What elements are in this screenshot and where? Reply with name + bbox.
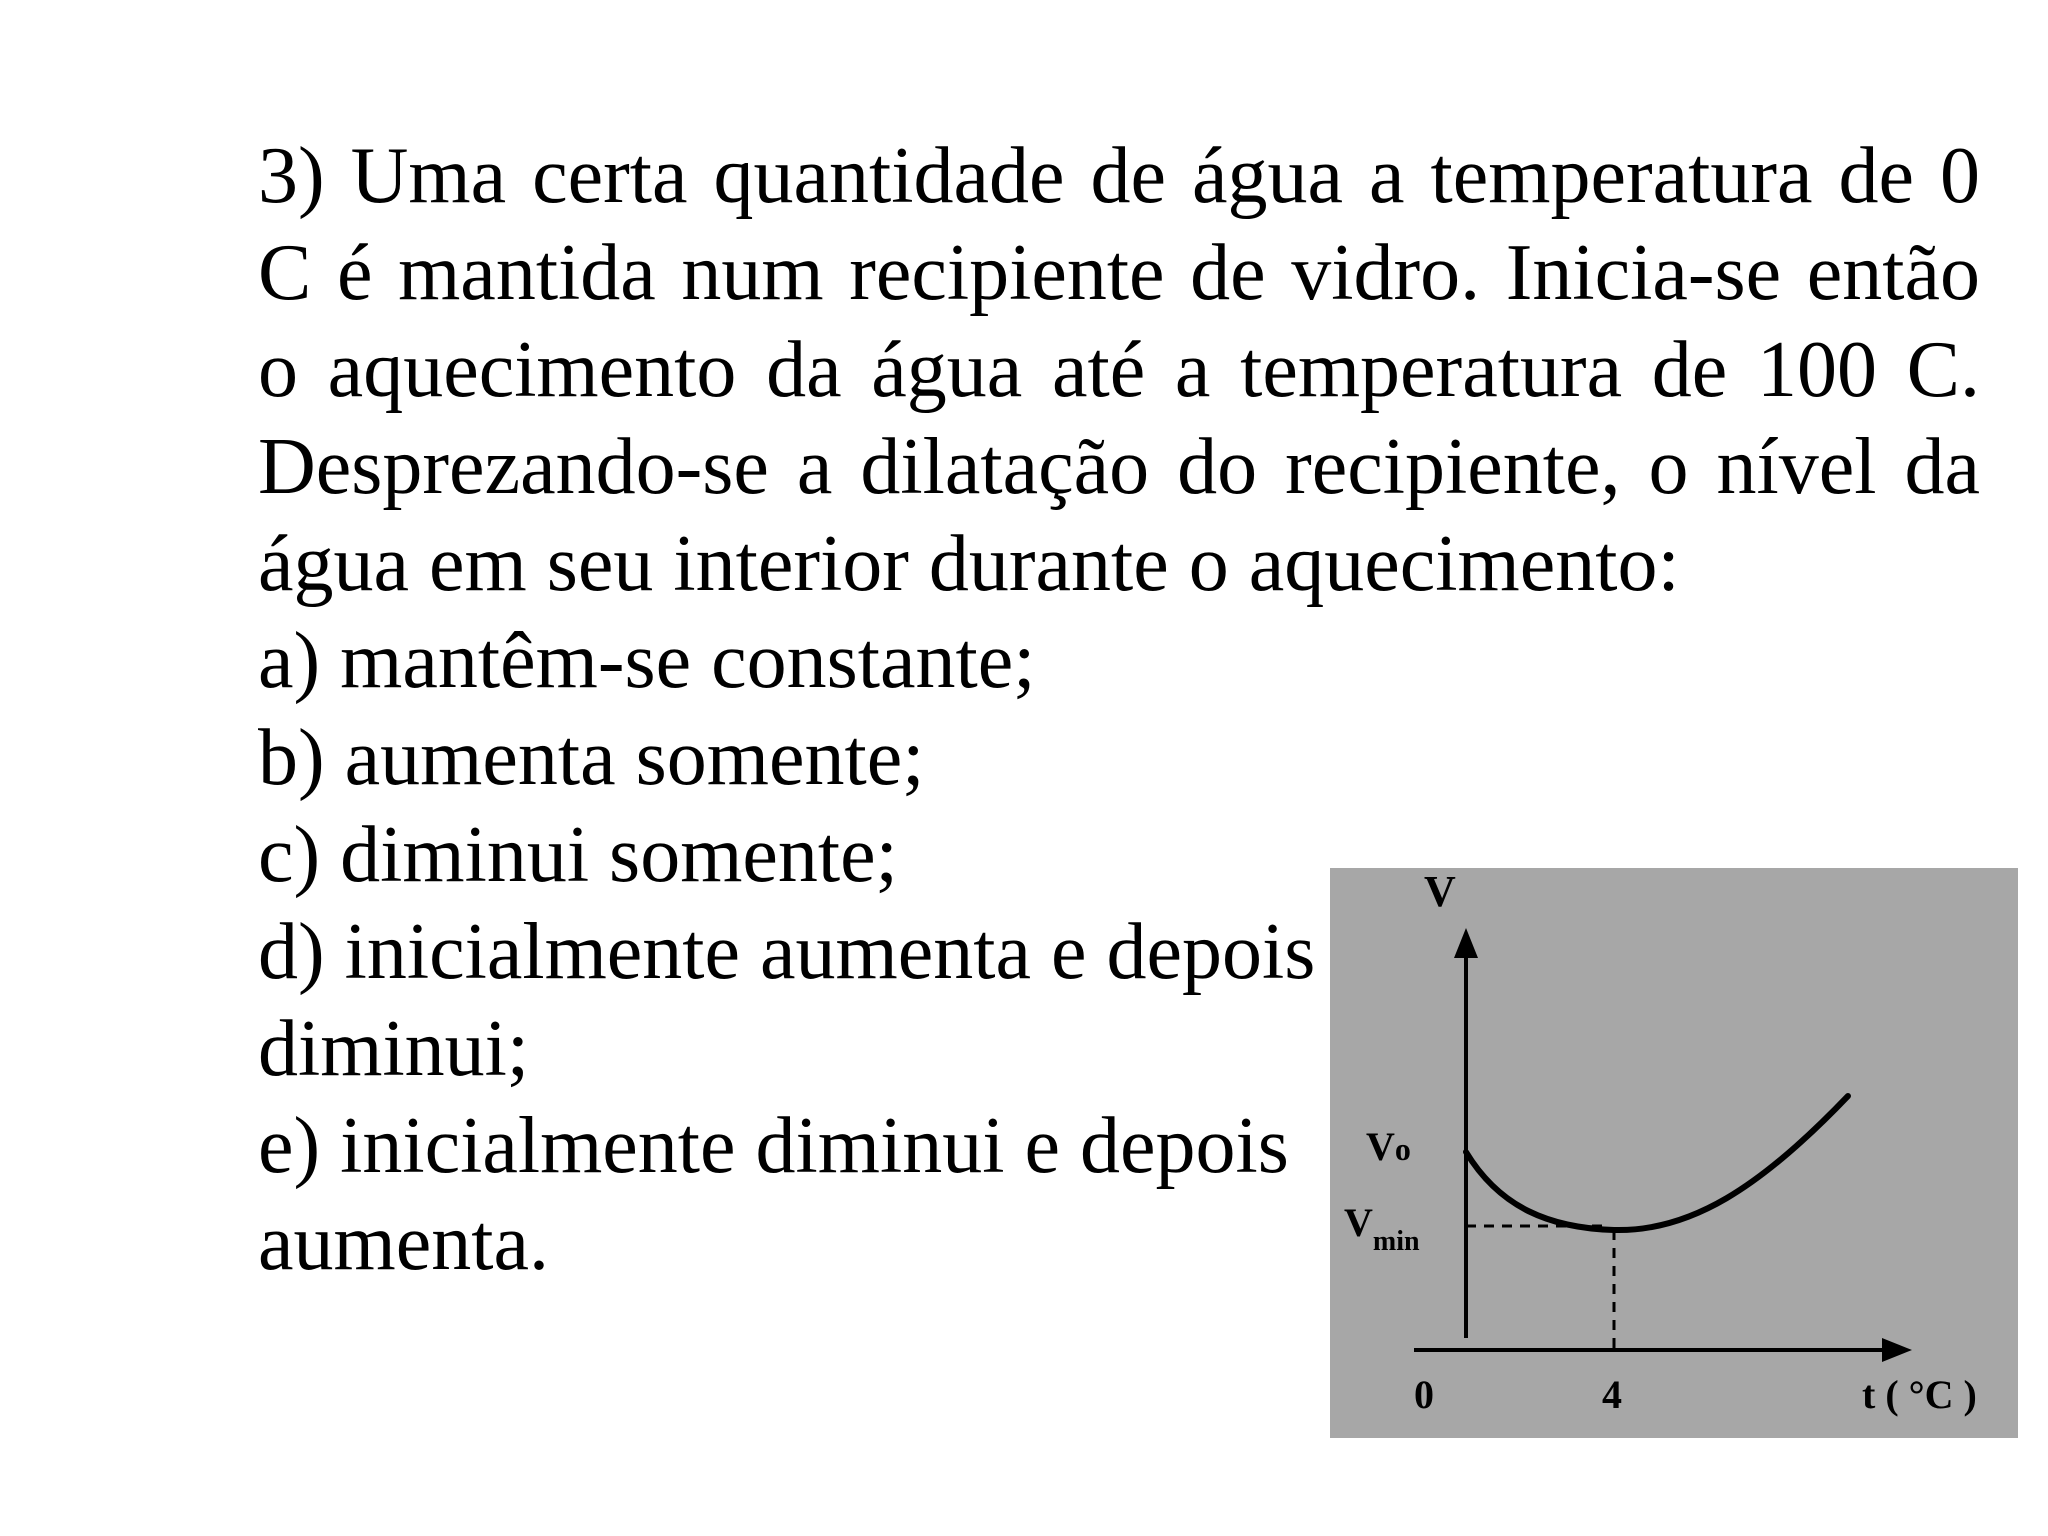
option-d-continuation: diminui; bbox=[258, 1005, 530, 1093]
volume-temperature-graph bbox=[1330, 868, 2018, 1438]
option-c: c) diminui somente; bbox=[258, 811, 898, 899]
graph-svg bbox=[1330, 868, 2018, 1438]
volume-curve bbox=[1466, 1096, 1848, 1230]
option-d: d) inicialmente aumenta e depois bbox=[258, 908, 1316, 996]
option-a: a) mantêm-se constante; bbox=[258, 617, 1036, 705]
vmin-label: $V_{min}$ bbox=[1344, 1200, 1420, 1257]
v0-label: Vo bbox=[1366, 1124, 1411, 1169]
option-e: e) inicialmente diminui e depois bbox=[258, 1102, 1289, 1190]
x-axis-label: t ( °C ) bbox=[1862, 1372, 1977, 1417]
option-e-continuation: aumenta. bbox=[258, 1199, 549, 1287]
y-axis-arrow bbox=[1454, 928, 1478, 958]
origin-label: 0 bbox=[1414, 1372, 1434, 1417]
option-b: b) aumenta somente; bbox=[258, 714, 925, 802]
question-text: 3) Uma certa quantidade de água a temperatura de 0 C é mantida num recipiente de vidro. Inicia-se então o aquecimento da água até a temperatura de 100 C. Desprezando-se a dilatação do recipiente, o nível da água em seu interior durante o aquecimento: bbox=[258, 132, 1980, 608]
x-axis-arrow bbox=[1882, 1338, 1912, 1362]
y-axis-label: V bbox=[1424, 868, 1456, 916]
t4-label: 4 bbox=[1602, 1372, 1622, 1417]
